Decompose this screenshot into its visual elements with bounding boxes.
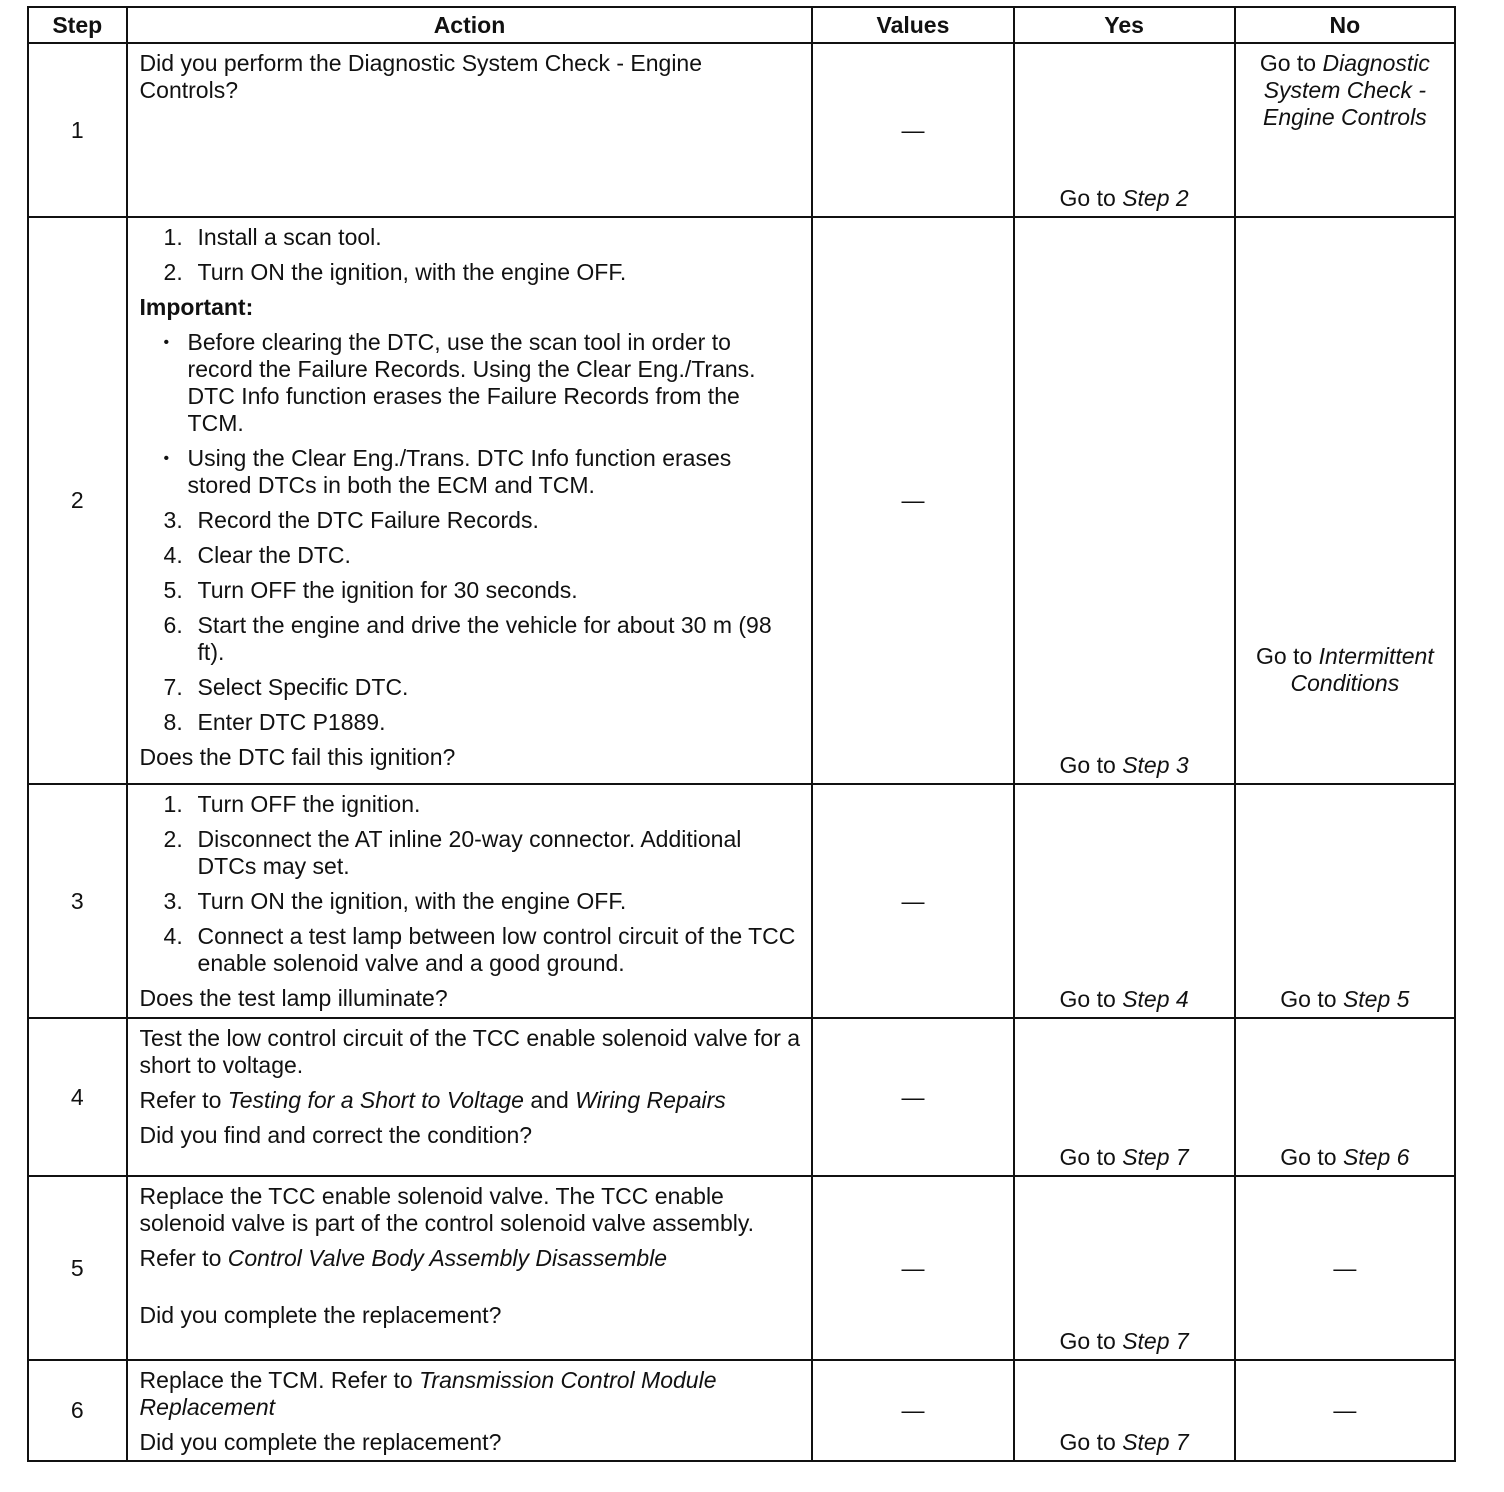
yes-step-link[interactable]: Step 4 — [1122, 986, 1189, 1012]
no-cell: — — [1235, 1176, 1455, 1360]
action-text: Replace the TCM. Refer to Transmission Control Module Replacement — [139, 1367, 717, 1420]
action-text: Test the low control circuit of the TCC enable solenoid valve for a short to voltage. — [139, 1025, 801, 1078]
step-number: 6 — [28, 1360, 127, 1461]
yes-step-link[interactable]: Step 7 — [1122, 1328, 1189, 1354]
table-row-step-4 — [28, 1018, 1455, 1176]
yes-prefix: Go to — [1059, 1328, 1123, 1354]
list-item: 6. Start the engine and drive the vehicle for about 30 m (98 ft). — [163, 612, 772, 665]
yes-cell — [1014, 784, 1235, 1018]
refer-text: Refer to Control Valve Body Assembly Disassemble — [139, 1245, 668, 1271]
header-step: Step — [28, 7, 127, 43]
step-number: 3 — [28, 784, 127, 1018]
list-item: 7. Select Specific DTC. — [163, 674, 409, 700]
list-item: 1. Install a scan tool. — [163, 224, 382, 250]
no-cell — [1235, 1018, 1455, 1176]
values-cell: — — [812, 1018, 1013, 1176]
reference-link[interactable]: Testing for a Short to Voltage — [227, 1087, 524, 1113]
no-prefix: Go to — [1259, 50, 1323, 76]
diagnostic-table — [27, 6, 1456, 1462]
values-cell: — — [812, 1360, 1013, 1461]
values-cell: — — [812, 43, 1013, 217]
yes-prefix: Go to — [1059, 1144, 1123, 1170]
no-reference-link[interactable]: Intermittent Conditions — [1290, 643, 1434, 696]
header-action: Action — [127, 7, 813, 43]
no-prefix: Go to — [1280, 986, 1343, 1012]
question-text: Does the DTC fail this ignition? — [139, 744, 456, 770]
yes-prefix: Go to — [1059, 1429, 1123, 1455]
action-cell — [127, 43, 813, 217]
yes-cell — [1014, 43, 1235, 217]
no-cell: — — [1235, 1360, 1455, 1461]
yes-step-link[interactable]: Step 7 — [1122, 1429, 1189, 1455]
header-values: Values — [812, 7, 1013, 43]
no-step-link[interactable]: Step 5 — [1342, 986, 1410, 1012]
step-number: 2 — [28, 217, 127, 784]
yes-cell — [1014, 1018, 1235, 1176]
yes-prefix: Go to — [1059, 185, 1123, 211]
step-number: 1 — [28, 43, 127, 217]
list-item: 4. Connect a test lamp between low control circuit of the TCC enable solenoid valve and a good ground. — [163, 923, 796, 976]
action-text: Did you perform the Diagnostic System Check - Engine Controls? — [139, 50, 703, 103]
action-cell — [127, 217, 813, 784]
action-cell — [127, 1018, 813, 1176]
list-item: 5. Turn OFF the ignition for 30 seconds. — [163, 577, 578, 603]
question-text: Did you find and correct the condition? — [139, 1122, 533, 1148]
table-row-step-2 — [28, 217, 1455, 784]
action-cell — [127, 1176, 813, 1360]
header-no: No — [1235, 7, 1455, 43]
no-reference-link[interactable]: Diagnostic System Check - Engine Controls — [1263, 50, 1430, 130]
no-prefix: Go to — [1280, 1144, 1343, 1170]
table-row-step-5 — [28, 1176, 1455, 1360]
yes-step-link[interactable]: Step 3 — [1122, 752, 1189, 778]
step-number: 4 — [28, 1018, 127, 1176]
list-item: 3. Turn ON the ignition, with the engine OFF. — [163, 888, 627, 914]
yes-step-link[interactable]: Step 2 — [1122, 185, 1189, 211]
question-text: Did you complete the replacement? — [139, 1302, 502, 1328]
yes-cell — [1014, 1360, 1235, 1461]
reference-link[interactable]: Control Valve Body Assembly Disassemble — [227, 1245, 668, 1271]
refer-text: Refer to Testing for a Short to Voltage and Wiring Repairs — [139, 1087, 726, 1113]
important-label: Important: — [139, 294, 254, 320]
list-item: 8. Enter DTC P1889. — [163, 709, 386, 735]
list-item: 3. Record the DTC Failure Records. — [163, 507, 539, 533]
action-text: Replace the TCC enable solenoid valve. The TCC enable solenoid valve is part of the control solenoid valve assembly. — [139, 1183, 755, 1236]
header-yes: Yes — [1014, 7, 1235, 43]
bullet-item: • Using the Clear Eng./Trans. DTC Info function erases stored DTCs in both the ECM and TCM. — [163, 445, 732, 498]
no-cell — [1235, 217, 1455, 784]
yes-cell — [1014, 1176, 1235, 1360]
no-cell — [1235, 43, 1455, 217]
values-cell: — — [812, 1176, 1013, 1360]
yes-step-link[interactable]: Step 7 — [1122, 1144, 1189, 1170]
table-row-step-3 — [28, 784, 1455, 1018]
reference-link[interactable]: Transmission Control Module Replacement — [139, 1367, 717, 1420]
list-item: 4. Clear the DTC. — [163, 542, 351, 568]
yes-cell — [1014, 217, 1235, 784]
bullet-item: • Before clearing the DTC, use the scan tool in order to record the Failure Records. Using the Clear Eng./Trans. DTC Info function erases the Failure Records from the TCM. — [163, 329, 756, 436]
list-item: 2. Disconnect the AT inline 20-way connector. Additional DTCs may set. — [163, 826, 742, 879]
no-cell — [1235, 784, 1455, 1018]
reference-link[interactable]: Wiring Repairs — [575, 1087, 726, 1113]
values-cell: — — [812, 784, 1013, 1018]
action-cell — [127, 784, 813, 1018]
no-step-link[interactable]: Step 6 — [1342, 1144, 1410, 1170]
no-prefix: Go to — [1256, 643, 1319, 669]
table-row-step-6 — [28, 1360, 1455, 1461]
question-text: Did you complete the replacement? — [139, 1429, 502, 1455]
header-row — [28, 7, 1455, 43]
yes-prefix: Go to — [1059, 752, 1123, 778]
action-cell — [127, 1360, 813, 1461]
list-item: 2. Turn ON the ignition, with the engine OFF. — [163, 259, 627, 285]
table-row-step-1 — [28, 43, 1455, 217]
question-text: Does the test lamp illuminate? — [139, 985, 448, 1011]
yes-prefix: Go to — [1059, 986, 1123, 1012]
step-number: 5 — [28, 1176, 127, 1360]
values-cell: — — [812, 217, 1013, 784]
list-item: 1. Turn OFF the ignition. — [163, 791, 421, 817]
